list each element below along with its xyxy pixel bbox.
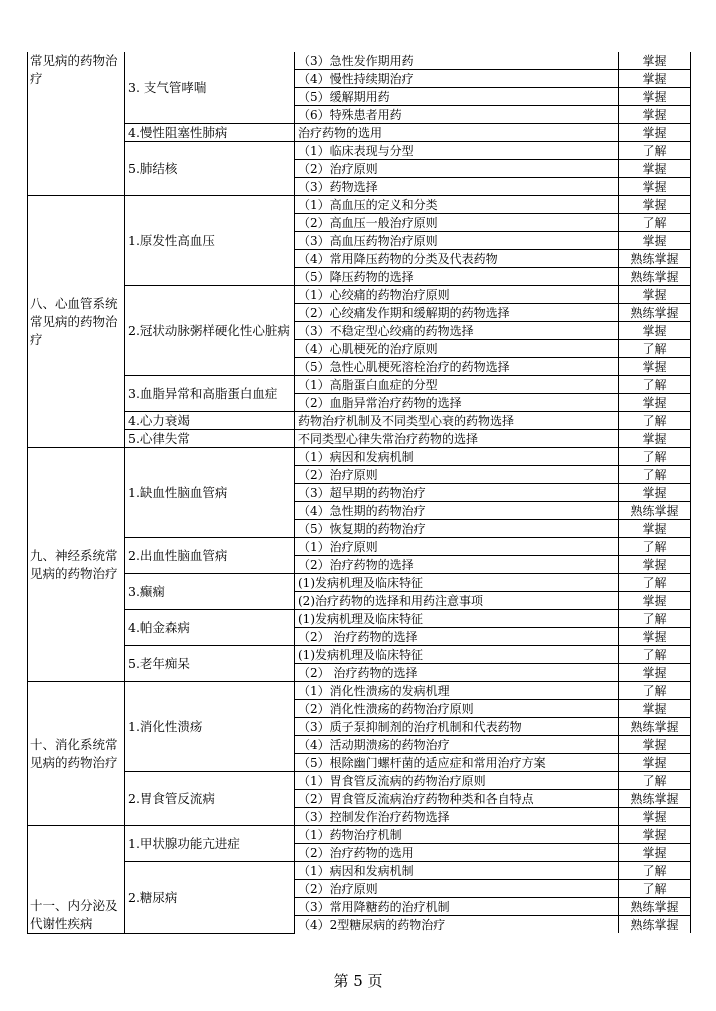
subtopic-cell: （4）2型糖尿病的药物治疗 — [295, 916, 619, 934]
requirement-cell: 掌握 — [619, 88, 691, 106]
requirement-cell: 掌握 — [619, 736, 691, 754]
subtopic-cell: （3）不稳定型心绞痛的药物选择 — [295, 322, 619, 340]
requirement-cell: 了解 — [619, 610, 691, 628]
requirement-cell: 掌握 — [619, 124, 691, 142]
topic-cell: 2.出血性脑血管病 — [125, 538, 295, 574]
table-row — [28, 862, 691, 880]
topic-cell: 5.肺结核 — [125, 142, 295, 196]
requirement-cell: 掌握 — [619, 178, 691, 196]
subtopic-cell: （4）常用降压药物的分类及代表药物 — [295, 250, 619, 268]
subtopic-cell: （3）高血压药物治疗原则 — [295, 232, 619, 250]
requirement-cell: 掌握 — [619, 430, 691, 448]
subtopic-cell: （5）缓解期用药 — [295, 88, 619, 106]
table-row — [28, 412, 691, 430]
topic-cell: 2.冠状动脉粥样硬化性心脏病 — [125, 286, 295, 376]
category-cell: 常见病的药物治疗 — [28, 52, 125, 196]
requirement-cell: 了解 — [619, 466, 691, 484]
requirement-cell: 掌握 — [619, 196, 691, 214]
requirement-cell: 掌握 — [619, 484, 691, 502]
requirement-cell: 了解 — [619, 448, 691, 466]
requirement-cell: 掌握 — [619, 844, 691, 862]
subtopic-cell: （2）高血压一般治疗原则 — [295, 214, 619, 232]
topic-cell: 5.老年痴呆 — [125, 646, 295, 682]
topic-cell: 2.糖尿病 — [125, 862, 295, 934]
requirement-cell: 掌握 — [619, 70, 691, 88]
subtopic-cell: （1）临床表现与分型 — [295, 142, 619, 160]
requirement-cell: 掌握 — [619, 592, 691, 610]
requirement-cell: 了解 — [619, 880, 691, 898]
requirement-cell: 了解 — [619, 412, 691, 430]
table-row — [28, 196, 691, 214]
subtopic-cell: （3）药物选择 — [295, 178, 619, 196]
requirement-cell: 掌握 — [619, 286, 691, 304]
subtopic-cell: （1）消化性溃疡的发病机理 — [295, 682, 619, 700]
requirement-cell: 了解 — [619, 682, 691, 700]
requirement-cell: 熟练掌握 — [619, 250, 691, 268]
topic-cell: 1.原发性高血压 — [125, 196, 295, 286]
topic-cell: 3. 支气管哮喘 — [125, 52, 295, 124]
requirement-cell: 了解 — [619, 376, 691, 394]
subtopic-cell: （1）药物治疗机制 — [295, 826, 619, 844]
table-row — [28, 286, 691, 304]
subtopic-cell: （2）治疗药物的选择 — [295, 556, 619, 574]
topic-cell: 1.甲状腺功能亢进症 — [125, 826, 295, 862]
subtopic-cell: （2） 治疗药物的选择 — [295, 664, 619, 682]
subtopic-cell: （2）治疗药物的选用 — [295, 844, 619, 862]
topic-cell: 2.胃食管反流病 — [125, 772, 295, 826]
subtopic-cell: 治疗药物的选用 — [295, 124, 619, 142]
subtopic-cell: （3）急性发作期用药 — [295, 52, 619, 70]
subtopic-cell: （2）治疗原则 — [295, 160, 619, 178]
requirement-cell: 了解 — [619, 862, 691, 880]
subtopic-cell: （2）血脂异常治疗药物的选择 — [295, 394, 619, 412]
subtopic-cell: (1)发病机理及临床特征 — [295, 610, 619, 628]
subtopic-cell: (1)发病机理及临床特征 — [295, 574, 619, 592]
requirement-cell: 熟练掌握 — [619, 304, 691, 322]
subtopic-cell: （6）特殊患者用药 — [295, 106, 619, 124]
requirement-cell: 了解 — [619, 574, 691, 592]
subtopic-cell: （2） 治疗药物的选择 — [295, 628, 619, 646]
subtopic-cell: （1）胃食管反流病的药物治疗原则 — [295, 772, 619, 790]
subtopic-cell: （2）消化性溃疡的药物治疗原则 — [295, 700, 619, 718]
requirement-cell: 掌握 — [619, 664, 691, 682]
subtopic-cell: （1）治疗原则 — [295, 538, 619, 556]
requirement-cell: 掌握 — [619, 232, 691, 250]
page-number: 第 5 页 — [333, 972, 383, 990]
subtopic-cell: （2）心绞痛发作期和缓解期的药物选择 — [295, 304, 619, 322]
subtopic-cell: （5）根除幽门螺杆菌的适应症和常用治疗方案 — [295, 754, 619, 772]
table-row — [28, 538, 691, 556]
subtopic-cell: （1）高脂蛋白血症的分型 — [295, 376, 619, 394]
table-row — [28, 430, 691, 448]
subtopic-cell: (1)发病机理及临床特征 — [295, 646, 619, 664]
subtopic-cell: （4）活动期溃疡的药物治疗 — [295, 736, 619, 754]
subtopic-cell: （3）超早期的药物治疗 — [295, 484, 619, 502]
topic-cell: 1.消化性溃疡 — [125, 682, 295, 772]
requirement-cell: 掌握 — [619, 700, 691, 718]
requirement-cell: 了解 — [619, 772, 691, 790]
category-cell: 十、消化系统常见病的药物治疗 — [28, 682, 125, 826]
requirement-cell: 掌握 — [619, 52, 691, 70]
subtopic-cell: （5）恢复期的药物治疗 — [295, 520, 619, 538]
table-row — [28, 52, 691, 70]
subtopic-cell: （4）急性期的药物治疗 — [295, 502, 619, 520]
subtopic-cell: 药物治疗机制及不同类型心衰的药物选择 — [295, 412, 619, 430]
table-row — [28, 574, 691, 592]
subtopic-cell: （5）降压药物的选择 — [295, 268, 619, 286]
topic-cell: 4.帕金森病 — [125, 610, 295, 646]
table-row — [28, 448, 691, 466]
requirement-cell: 了解 — [619, 142, 691, 160]
subtopic-cell: （2）治疗原则 — [295, 466, 619, 484]
subtopic-cell: （2）治疗原则 — [295, 880, 619, 898]
requirement-cell: 了解 — [619, 538, 691, 556]
requirement-cell: 掌握 — [619, 556, 691, 574]
topic-cell: 4.心力衰竭 — [125, 412, 295, 430]
subtopic-cell: （3）质子泵抑制剂的治疗机制和代表药物 — [295, 718, 619, 736]
subtopic-cell: (2)治疗药物的选择和用药注意事项 — [295, 592, 619, 610]
table-row — [28, 682, 691, 700]
requirement-cell: 熟练掌握 — [619, 502, 691, 520]
subtopic-cell: （1）病因和发病机制 — [295, 448, 619, 466]
category-cell: 九、神经系统常见病的药物治疗 — [28, 448, 125, 682]
requirement-cell: 熟练掌握 — [619, 718, 691, 736]
table-row — [28, 124, 691, 142]
requirement-cell: 熟练掌握 — [619, 790, 691, 808]
requirement-cell: 熟练掌握 — [619, 916, 691, 934]
requirement-cell: 掌握 — [619, 358, 691, 376]
requirement-cell: 掌握 — [619, 808, 691, 826]
topic-cell: 5.心律失常 — [125, 430, 295, 448]
topic-cell: 4.慢性阻塞性肺病 — [125, 124, 295, 142]
subtopic-cell: （3）常用降糖药的治疗机制 — [295, 898, 619, 916]
topic-cell: 3.血脂异常和高脂蛋白血症 — [125, 376, 295, 412]
table-row — [28, 772, 691, 790]
requirement-cell: 了解 — [619, 646, 691, 664]
requirement-cell: 了解 — [619, 340, 691, 358]
requirement-cell: 了解 — [619, 214, 691, 232]
requirement-cell: 掌握 — [619, 826, 691, 844]
requirement-cell: 掌握 — [619, 628, 691, 646]
subtopic-cell: （4）心肌梗死的治疗原则 — [295, 340, 619, 358]
topic-cell: 3.癫痫 — [125, 574, 295, 610]
subtopic-cell: （1）心绞痛的药物治疗原则 — [295, 286, 619, 304]
category-cell: 十一、内分泌及代谢性疾病 — [28, 826, 125, 934]
table-row — [28, 646, 691, 664]
subtopic-cell: （4）慢性持续期治疗 — [295, 70, 619, 88]
requirement-cell: 掌握 — [619, 394, 691, 412]
requirement-cell: 熟练掌握 — [619, 898, 691, 916]
requirement-cell: 掌握 — [619, 106, 691, 124]
requirement-cell: 掌握 — [619, 520, 691, 538]
table-row — [28, 610, 691, 628]
table-row — [28, 826, 691, 844]
requirement-cell: 掌握 — [619, 322, 691, 340]
subtopic-cell: （1）病因和发病机制 — [295, 862, 619, 880]
subtopic-cell: （1）高血压的定义和分类 — [295, 196, 619, 214]
topic-cell: 1.缺血性脑血管病 — [125, 448, 295, 538]
table-row — [28, 376, 691, 394]
subtopic-cell: （3）控制发作治疗药物选择 — [295, 808, 619, 826]
category-cell: 八、心血管系统常见病的药物治疗 — [28, 196, 125, 448]
requirement-cell: 掌握 — [619, 754, 691, 772]
requirement-cell: 熟练掌握 — [619, 268, 691, 286]
table-row — [28, 142, 691, 160]
subtopic-cell: （5）急性心肌梗死溶栓治疗的药物选择 — [295, 358, 619, 376]
syllabus-table — [27, 52, 691, 934]
subtopic-cell: （2）胃食管反流病治疗药物种类和各自特点 — [295, 790, 619, 808]
subtopic-cell: 不同类型心律失常治疗药物的选择 — [295, 430, 619, 448]
requirement-cell: 掌握 — [619, 160, 691, 178]
